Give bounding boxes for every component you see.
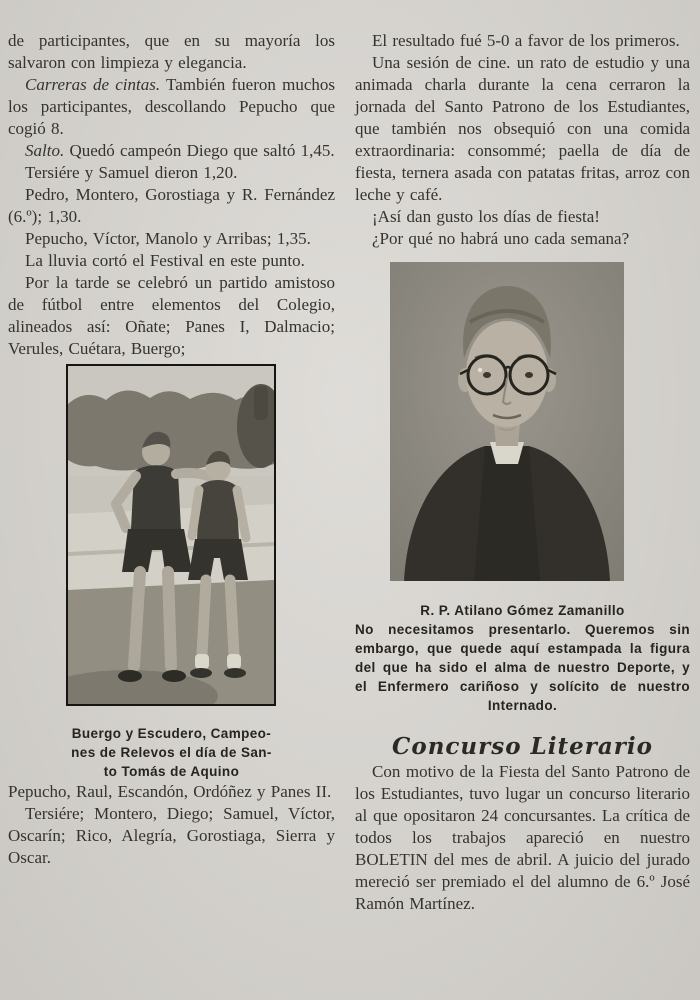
athletes-photo	[68, 366, 274, 704]
caption-line: Buergo y Escudero, Campeo-	[71, 726, 272, 741]
paragraph-text: También fueron muchos los participantes, descollando Pepucho que cogió 8.	[8, 75, 336, 138]
athletes-photo-figure	[66, 364, 276, 706]
paragraph: Con motivo de la Fiesta del Santo Patrono de los Estudiantes, tuvo lugar un concurso literario al que opositaron 24 concursantes. La crítica de todos los trabajos apareció en nuestro BOLETIN del mes de abril. A juicio del jurado mereció ser premiado el del alumno de 6.º José Ramón Martínez.	[355, 762, 690, 913]
priest-photo-figure	[390, 262, 624, 581]
paragraph-text: Quedó campeón Diego que saltó 1,45.	[64, 141, 335, 160]
paragraph	[8, 140, 335, 162]
priest-photo	[390, 262, 624, 581]
paragraph-lead-italic: Salto.	[25, 141, 65, 160]
paragraph-lead-italic: Carreras de cintas.	[25, 75, 161, 94]
caption-line: nes de Relevos el día de San-	[71, 745, 272, 760]
paragraph: Tersiére y Samuel dieron 1,20.	[25, 163, 238, 182]
athletes-photo-caption	[8, 724, 335, 781]
paragraph: El resultado fué 5-0 a favor de los primeros.	[372, 31, 680, 50]
paragraph: Pepucho, Raul, Escandón, Ordóñez y Panes II.	[8, 782, 332, 801]
left-column	[8, 30, 335, 1000]
paragraph: La lluvia cortó el Festival en este punto.	[25, 251, 305, 270]
paragraph: Pedro, Montero, Gorostiaga y R. Fernández (6.º); 1,30.	[8, 185, 335, 226]
priest-photo-caption	[355, 601, 690, 715]
paragraph: Por la tarde se celebró un partido amistoso de fútbol entre elementos del Colegio, alineados así: Oñate; Panes I, Dalmacio; Verules, Cuétara, Buergo;	[8, 273, 335, 358]
paragraph: Una sesión de cine. un rato de estudio y una animada charla durante la cena cerraron la jornada del Santo Patrono de los Estudiantes, que también nos obsequió con una comida extraordinaria: consommé; paella de día de fiesta, ternera asada con patatas fritas, arroz con leche y café.	[355, 53, 690, 204]
right-column	[355, 30, 690, 1000]
paragraph: de participantes, que en su mayoría los salvaron con limpieza y elegancia.	[8, 31, 335, 72]
section-heading-concurso-literario: Concurso Literario	[392, 733, 653, 760]
paragraph	[8, 74, 335, 140]
paragraph: ¡Así dan gusto los días de fiesta!	[372, 207, 600, 226]
priest-photo-caption-title: R. P. Atilano Gómez Zamanillo	[420, 603, 625, 618]
priest-photo-caption-body: No necesitamos presentarlo. Queremos sin embargo, que quede aquí estampada la figura del que ha sido el alma de nuestro Deporte, y el Enfermero cariñoso y solícito de nuestro Internado.	[355, 622, 690, 713]
paragraph: Pepucho, Víctor, Manolo y Arribas; 1,35.	[25, 229, 311, 248]
caption-line: to Tomás de Aquino	[103, 764, 240, 779]
paragraph: ¿Por qué no habrá uno cada semana?	[372, 229, 630, 248]
paragraph: Tersiére; Montero, Diego; Samuel, Víctor, Oscarín; Rico, Alegría, Gorostiaga, Sierra y Oscar.	[8, 804, 335, 867]
